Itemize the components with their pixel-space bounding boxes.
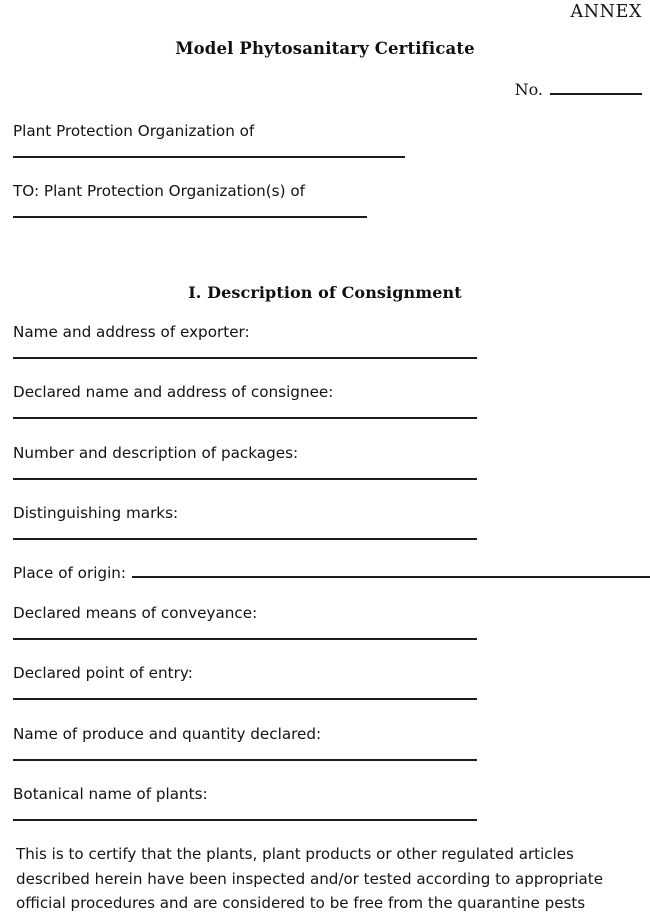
field-label-place-of-origin: Place of origin: — [13, 564, 127, 582]
field-rule-point-of-entry[interactable] — [13, 698, 477, 700]
field-rule-place-of-origin[interactable] — [132, 576, 650, 578]
page-title: Model Phytosanitary Certificate — [175, 39, 475, 58]
field-label-distinguishing-marks: Distinguishing marks: — [13, 504, 179, 522]
certification-line-3: official procedures and are considered to be free from the quarantine pests — [16, 894, 586, 912]
field-rule-means-of-conveyance[interactable] — [13, 638, 477, 640]
field-label-exporter: Name and address of exporter: — [13, 323, 250, 341]
field-label-point-of-entry: Declared point of entry: — [13, 664, 193, 682]
field-rule-to-plant-protection-organizations[interactable] — [13, 216, 367, 218]
field-row-place-of-origin — [13, 564, 650, 583]
annex-label: ANNEX — [570, 2, 642, 22]
field-rule-botanical-name[interactable] — [13, 819, 477, 821]
field-rule-produce-and-quantity[interactable] — [13, 759, 477, 761]
field-label-means-of-conveyance: Declared means of conveyance: — [13, 604, 258, 622]
field-rule-consignee[interactable] — [13, 417, 477, 419]
section-heading-description-of-consignment: I. Description of Consignment — [188, 283, 462, 302]
field-label-botanical-name: Botanical name of plants: — [13, 785, 208, 803]
field-rule-exporter[interactable] — [13, 357, 477, 359]
field-rule-plant-protection-organization[interactable] — [13, 156, 405, 158]
certificate-number-block — [515, 80, 642, 99]
certification-line-1: This is to certify that the plants, plant products or other regulated articles — [16, 845, 574, 863]
certification-statement — [16, 842, 636, 916]
field-label-consignee: Declared name and address of consignee: — [13, 383, 334, 401]
certification-line-2: described herein have been inspected and/or tested according to appropriate — [16, 869, 603, 888]
field-label-plant-protection-organization: Plant Protection Organization of — [13, 122, 255, 140]
field-rule-distinguishing-marks[interactable] — [13, 538, 477, 540]
field-label-produce-and-quantity: Name of produce and quantity declared: — [13, 725, 322, 743]
field-rule-packages[interactable] — [13, 478, 477, 480]
certificate-number-rule[interactable] — [550, 93, 642, 95]
certificate-number-label: No. — [514, 80, 543, 99]
field-label-to-plant-protection-organizations: TO: Plant Protection Organization(s) of — [13, 182, 305, 200]
field-label-packages: Number and description of packages: — [13, 444, 299, 462]
